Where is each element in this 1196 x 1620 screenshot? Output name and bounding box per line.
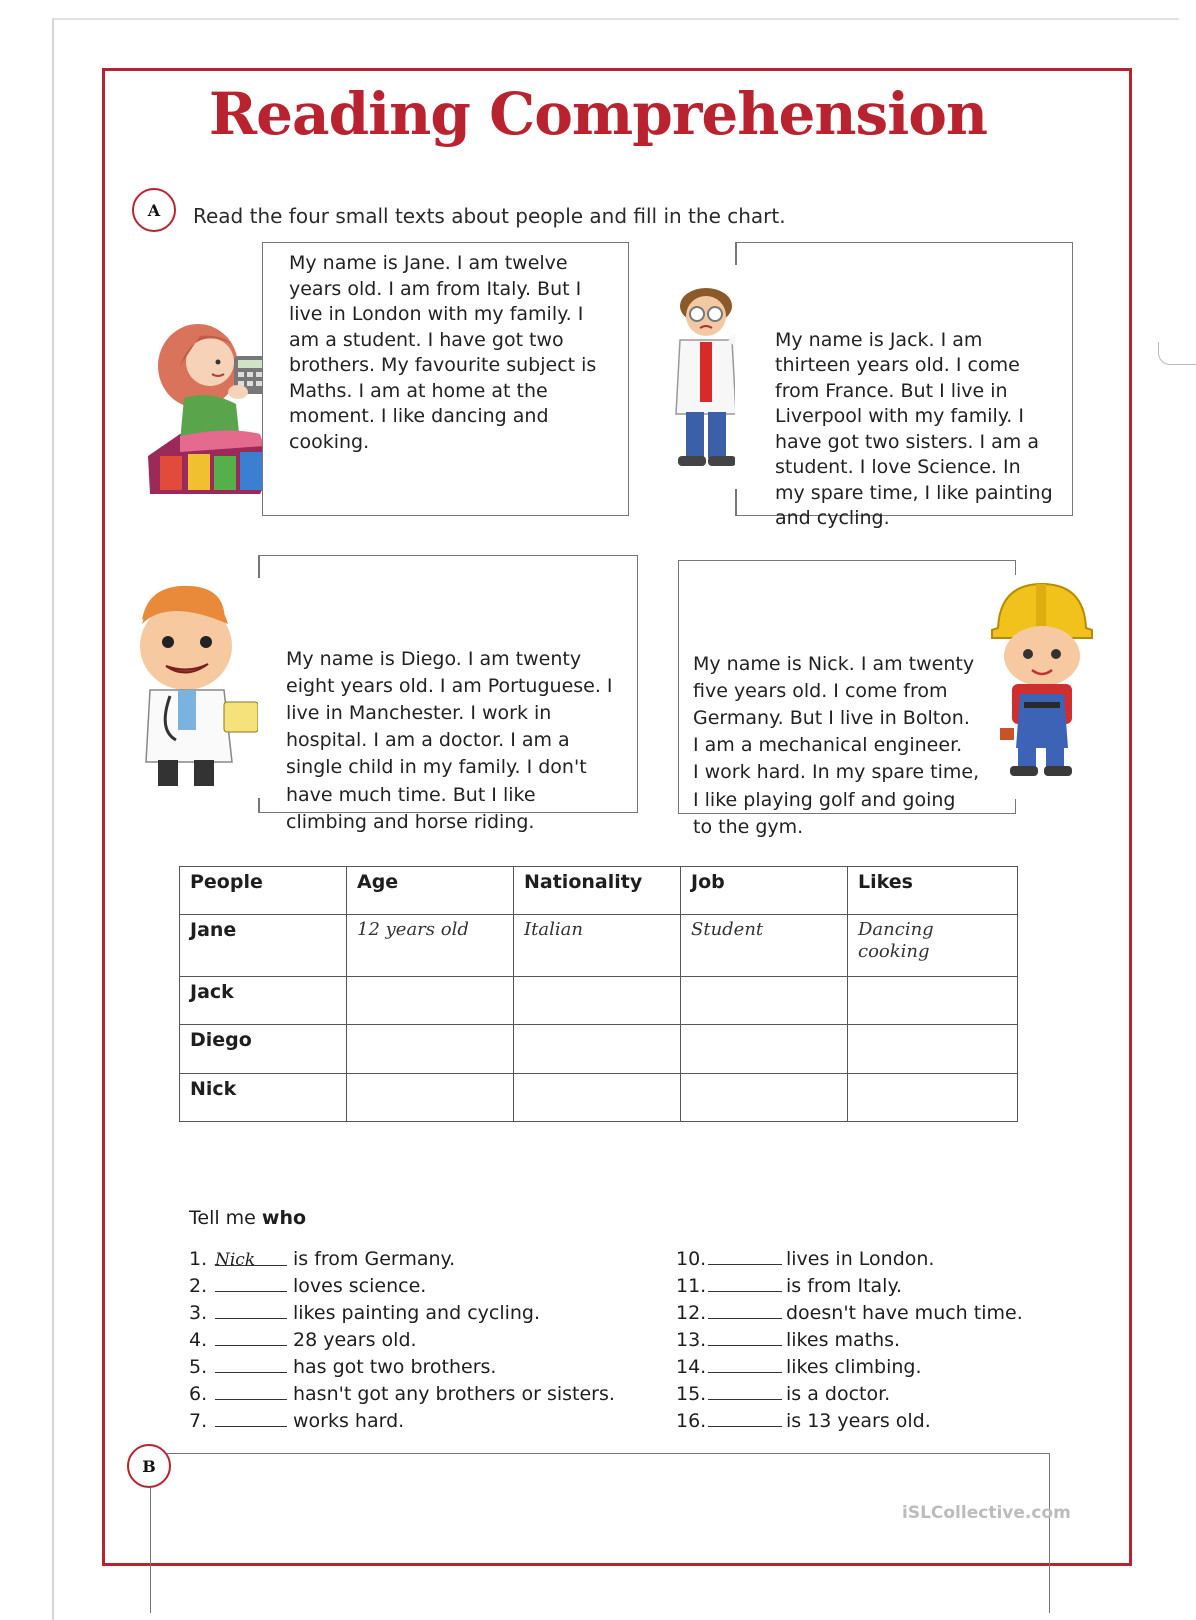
answer-cell[interactable]: Dancing cooking xyxy=(848,915,1018,976)
question-number: 1. xyxy=(189,1248,208,1270)
answer-blank[interactable] xyxy=(215,1408,287,1427)
answer-cell[interactable] xyxy=(848,1073,1018,1122)
question-number: 13. xyxy=(676,1329,707,1351)
answer-cell[interactable] xyxy=(681,1073,848,1122)
question-item xyxy=(189,1354,496,1381)
question-item xyxy=(676,1246,934,1273)
answer-blank[interactable] xyxy=(708,1300,782,1319)
question-number: 6. xyxy=(189,1383,208,1405)
engineer-boy-illustration xyxy=(990,578,1094,782)
table-row xyxy=(180,915,1018,976)
question-text: doesn't have much time. xyxy=(786,1302,1023,1324)
question-item xyxy=(676,1300,1023,1327)
question-item xyxy=(676,1354,922,1381)
answer-blank[interactable] xyxy=(215,1354,287,1373)
answer-cell[interactable] xyxy=(347,1025,514,1073)
question-item xyxy=(189,1381,615,1408)
row-person: Diego xyxy=(180,1025,347,1073)
header-likes: Likes xyxy=(848,867,1018,915)
question-item xyxy=(189,1408,404,1435)
question-text: is 13 years old. xyxy=(786,1410,931,1432)
question-text: likes maths. xyxy=(786,1329,901,1351)
answer-blank[interactable] xyxy=(215,1300,287,1319)
watermark-logo: iSLCollective.com xyxy=(902,1503,1071,1523)
header-people: People xyxy=(180,867,347,915)
answer-blank[interactable] xyxy=(708,1246,782,1265)
answer-cell[interactable]: Student xyxy=(681,915,848,976)
header-nationality: Nationality xyxy=(514,867,681,915)
question-item xyxy=(676,1408,931,1435)
section-a-instruction: Read the four small texts about people and fill in the chart. xyxy=(193,204,786,228)
answer-chart xyxy=(179,866,1018,1122)
scroll-edge-marker xyxy=(1158,342,1196,365)
question-item xyxy=(189,1327,417,1354)
question-number: 4. xyxy=(189,1329,208,1351)
question-text: hasn't got any brothers or sisters. xyxy=(293,1383,615,1405)
question-number: 2. xyxy=(189,1275,208,1297)
section-b-badge: B xyxy=(127,1444,171,1488)
box-border-segment xyxy=(735,243,737,265)
tell-me-who-heading xyxy=(189,1207,306,1229)
tell-bold: who xyxy=(261,1207,307,1229)
row-person: Jane xyxy=(180,915,347,976)
question-item xyxy=(189,1300,540,1327)
answer-blank[interactable] xyxy=(215,1381,287,1400)
answer-blank[interactable]: Nick xyxy=(215,1247,287,1266)
answer-cell[interactable]: Italian xyxy=(514,915,681,976)
question-text: lives in London. xyxy=(786,1248,935,1270)
answer-blank[interactable] xyxy=(708,1408,782,1427)
answer-cell[interactable] xyxy=(514,1073,681,1122)
answer-cell[interactable] xyxy=(347,1073,514,1122)
answer-blank[interactable] xyxy=(708,1354,782,1373)
jack-text xyxy=(735,242,1073,529)
row-person: Jack xyxy=(180,976,347,1024)
question-number: 5. xyxy=(189,1356,208,1378)
question-item xyxy=(676,1327,900,1354)
question-text: has got two brothers. xyxy=(293,1356,497,1378)
answer-blank[interactable] xyxy=(708,1327,782,1346)
jane-text: My name is Jane. I am twelve years old. I am from Italy. But I live in London with my family. I am a student. I have got two brothers. My favourite subject is Maths. I am at home at the moment. I like dancing and cooking. xyxy=(262,242,629,516)
answer-cell[interactable] xyxy=(681,976,848,1024)
table-row xyxy=(180,1025,1018,1073)
diego-text xyxy=(258,555,638,833)
answer-cell[interactable] xyxy=(848,1025,1018,1073)
question-number: 11. xyxy=(676,1275,707,1297)
box-border-segment xyxy=(1015,561,1017,575)
diego-text-body: My name is Diego. I am twenty eight years old. I am Portuguese. I live in Manchester. I work in hospital. I am a doctor. I am a single child in my family. I don't have much time. But I like climbing and horse riding. xyxy=(286,647,613,833)
header-job: Job xyxy=(681,867,848,915)
answer-cell[interactable] xyxy=(681,1025,848,1073)
doctor-illustration xyxy=(128,580,270,794)
answer-blank[interactable] xyxy=(708,1273,782,1292)
chart-header-row xyxy=(180,867,1018,915)
nick-text-body: My name is Nick. I am twenty five years old. I come from Germany. But I live in Bolton. I am a mechanical engineer. I work hard. In my spare time, I like playing golf and going to the gym. xyxy=(693,652,980,838)
box-border-segment xyxy=(258,798,260,812)
row-person: Nick xyxy=(180,1073,347,1122)
box-border-segment xyxy=(1015,799,1017,813)
answer-cell[interactable] xyxy=(347,976,514,1024)
answer-cell[interactable]: 12 years old xyxy=(347,915,514,976)
question-number: 7. xyxy=(189,1410,208,1432)
nick-text xyxy=(678,560,1016,838)
question-text: works hard. xyxy=(293,1410,405,1432)
section-b-box xyxy=(150,1453,1050,1613)
question-text: is from Germany. xyxy=(293,1248,456,1270)
question-text: is a doctor. xyxy=(786,1383,891,1405)
answer-blank[interactable] xyxy=(215,1273,287,1292)
header-age: Age xyxy=(347,867,514,915)
question-item xyxy=(676,1273,902,1300)
jack-text-body: My name is Jack. I am thirteen years old. I come from France. But I live in Liverpool with my family. I have got two sisters. I am a student. I love Science. In my spare time, I like painting and cycling. xyxy=(775,328,1053,529)
question-number: 3. xyxy=(189,1302,208,1324)
question-number: 12. xyxy=(676,1302,707,1324)
question-text: 28 years old. xyxy=(293,1329,417,1351)
tell-prefix: Tell me xyxy=(189,1207,262,1229)
answer-cell[interactable] xyxy=(514,976,681,1024)
question-number: 15. xyxy=(676,1383,707,1405)
question-number: 16. xyxy=(676,1410,707,1432)
page-title: Reading Comprehension xyxy=(208,80,988,148)
question-text: likes climbing. xyxy=(786,1356,922,1378)
question-item xyxy=(189,1246,455,1273)
table-row xyxy=(180,976,1018,1024)
table-row xyxy=(180,1073,1018,1122)
question-number: 14. xyxy=(676,1356,707,1378)
answer-cell[interactable] xyxy=(514,1025,681,1073)
question-item xyxy=(189,1273,426,1300)
question-text: likes painting and cycling. xyxy=(293,1302,541,1324)
answer-blank[interactable] xyxy=(215,1327,287,1346)
answer-cell[interactable] xyxy=(848,976,1018,1024)
answer-blank[interactable] xyxy=(708,1381,782,1400)
box-border-segment xyxy=(735,489,737,515)
box-border-segment xyxy=(258,556,260,578)
question-text: loves science. xyxy=(293,1275,427,1297)
girl-with-calculator-illustration xyxy=(140,306,278,496)
question-item xyxy=(676,1381,890,1408)
section-a-badge: A xyxy=(132,188,176,232)
question-number: 10. xyxy=(676,1248,707,1270)
question-text: is from Italy. xyxy=(786,1275,903,1297)
